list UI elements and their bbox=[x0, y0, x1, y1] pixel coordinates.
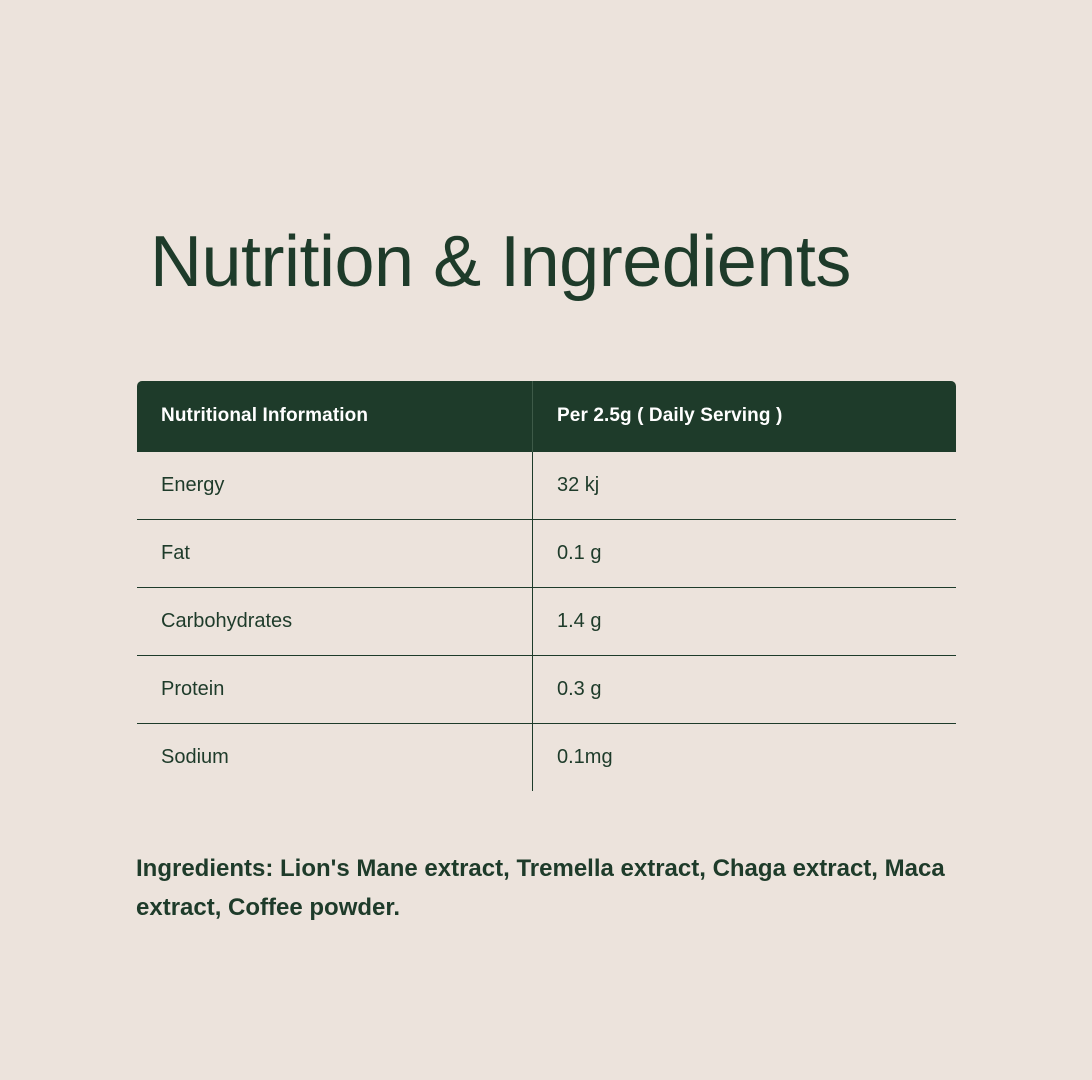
row-value-fat: 0.1 g bbox=[533, 520, 957, 588]
row-label-energy: Energy bbox=[137, 452, 533, 520]
header-cell-per-serving: Per 2.5g ( Daily Serving ) bbox=[533, 381, 957, 452]
row-value-sodium: 0.1mg bbox=[533, 724, 957, 792]
table-header bbox=[137, 381, 957, 452]
table-row bbox=[137, 452, 957, 520]
table-row bbox=[137, 656, 957, 724]
row-label-protein: Protein bbox=[137, 656, 533, 724]
row-label-sodium: Sodium bbox=[137, 724, 533, 792]
table-row bbox=[137, 588, 957, 656]
row-value-energy: 32 kj bbox=[533, 452, 957, 520]
table-body bbox=[137, 452, 957, 792]
header-cell-nutritional-information: Nutritional Information bbox=[137, 381, 533, 452]
nutrition-table bbox=[136, 380, 957, 792]
table-row bbox=[137, 724, 957, 792]
row-label-carbohydrates: Carbohydrates bbox=[137, 588, 533, 656]
page-title: Nutrition & Ingredients bbox=[150, 222, 851, 303]
row-value-carbohydrates: 1.4 g bbox=[533, 588, 957, 656]
table-header-row bbox=[137, 381, 957, 452]
row-label-fat: Fat bbox=[137, 520, 533, 588]
row-value-protein: 0.3 g bbox=[533, 656, 957, 724]
table-row bbox=[137, 520, 957, 588]
ingredients-text: Ingredients: Lion's Mane extract, Tremella extract, Chaga extract, Maca extract, Coffee powder. bbox=[136, 855, 945, 921]
